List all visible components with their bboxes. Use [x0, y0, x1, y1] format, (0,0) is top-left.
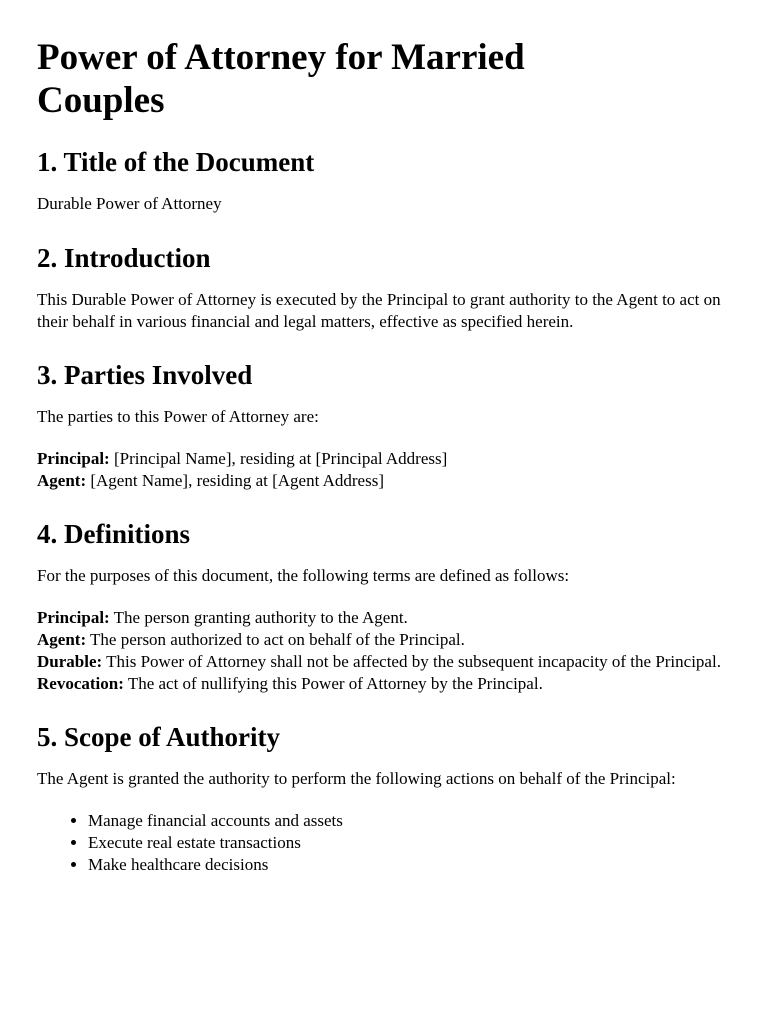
- authority-list: [37, 810, 733, 876]
- definition-revocation: [37, 673, 733, 695]
- section-heading: 3. Parties Involved: [37, 360, 253, 390]
- definition-text: The act of nullifying this Power of Attorney by the Principal.: [123, 674, 543, 693]
- party-value: [Principal Name], residing at [Principal Address]: [109, 449, 448, 468]
- list-item: • Make healthcare decisions: [88, 854, 733, 876]
- party-agent: [37, 470, 733, 492]
- section-text: The Agent is granted the authority to perform the following actions on behalf of the Principal:: [37, 769, 676, 788]
- definition-text: The person granting authority to the Agent.: [109, 608, 408, 627]
- definitions-list: [37, 607, 733, 695]
- definition-term: Revocation:: [37, 674, 124, 693]
- definition-principal: [37, 607, 733, 629]
- party-label: Agent:: [37, 471, 87, 490]
- section-scope-of-authority: [37, 721, 733, 876]
- definition-text: The person authorized to act on behalf of the Principal.: [86, 630, 465, 649]
- section-text: Durable Power of Attorney: [37, 194, 222, 213]
- section-heading: 5. Scope of Authority: [37, 722, 280, 752]
- party-principal: [37, 448, 733, 470]
- section-heading: 1. Title of the Document: [37, 147, 315, 177]
- section-text: The parties to this Power of Attorney are:: [37, 407, 319, 426]
- definition-term: Principal:: [37, 608, 110, 627]
- definition-text: This Power of Attorney shall not be affected by the subsequent incapacity of the Principal.: [102, 652, 721, 671]
- parties-list: [37, 448, 733, 492]
- definition-term: Durable:: [37, 652, 103, 671]
- party-value: [Agent Name], residing at [Agent Address]: [86, 471, 384, 490]
- section-text: This Durable Power of Attorney is executed by the Principal to grant authority to the Agent to act on their behalf in various financial and legal matters, effective as specified herein.: [37, 290, 721, 331]
- section-introduction: [37, 242, 733, 333]
- section-heading: 4. Definitions: [37, 519, 191, 549]
- section-heading: 2. Introduction: [37, 243, 211, 273]
- section-title-of-document: [37, 146, 733, 215]
- list-item: • Execute real estate transactions: [88, 832, 733, 854]
- section-definitions: [37, 518, 733, 695]
- section-parties-involved: [37, 359, 733, 492]
- document-title: Power of Attorney for Married Couples: [37, 37, 525, 121]
- list-item: • Manage financial accounts and assets: [88, 810, 733, 832]
- definition-agent: [37, 629, 733, 651]
- definition-term: Agent:: [37, 630, 87, 649]
- section-text: For the purposes of this document, the following terms are defined as follows:: [37, 566, 570, 585]
- definition-durable: [37, 651, 733, 673]
- party-label: Principal:: [37, 449, 110, 468]
